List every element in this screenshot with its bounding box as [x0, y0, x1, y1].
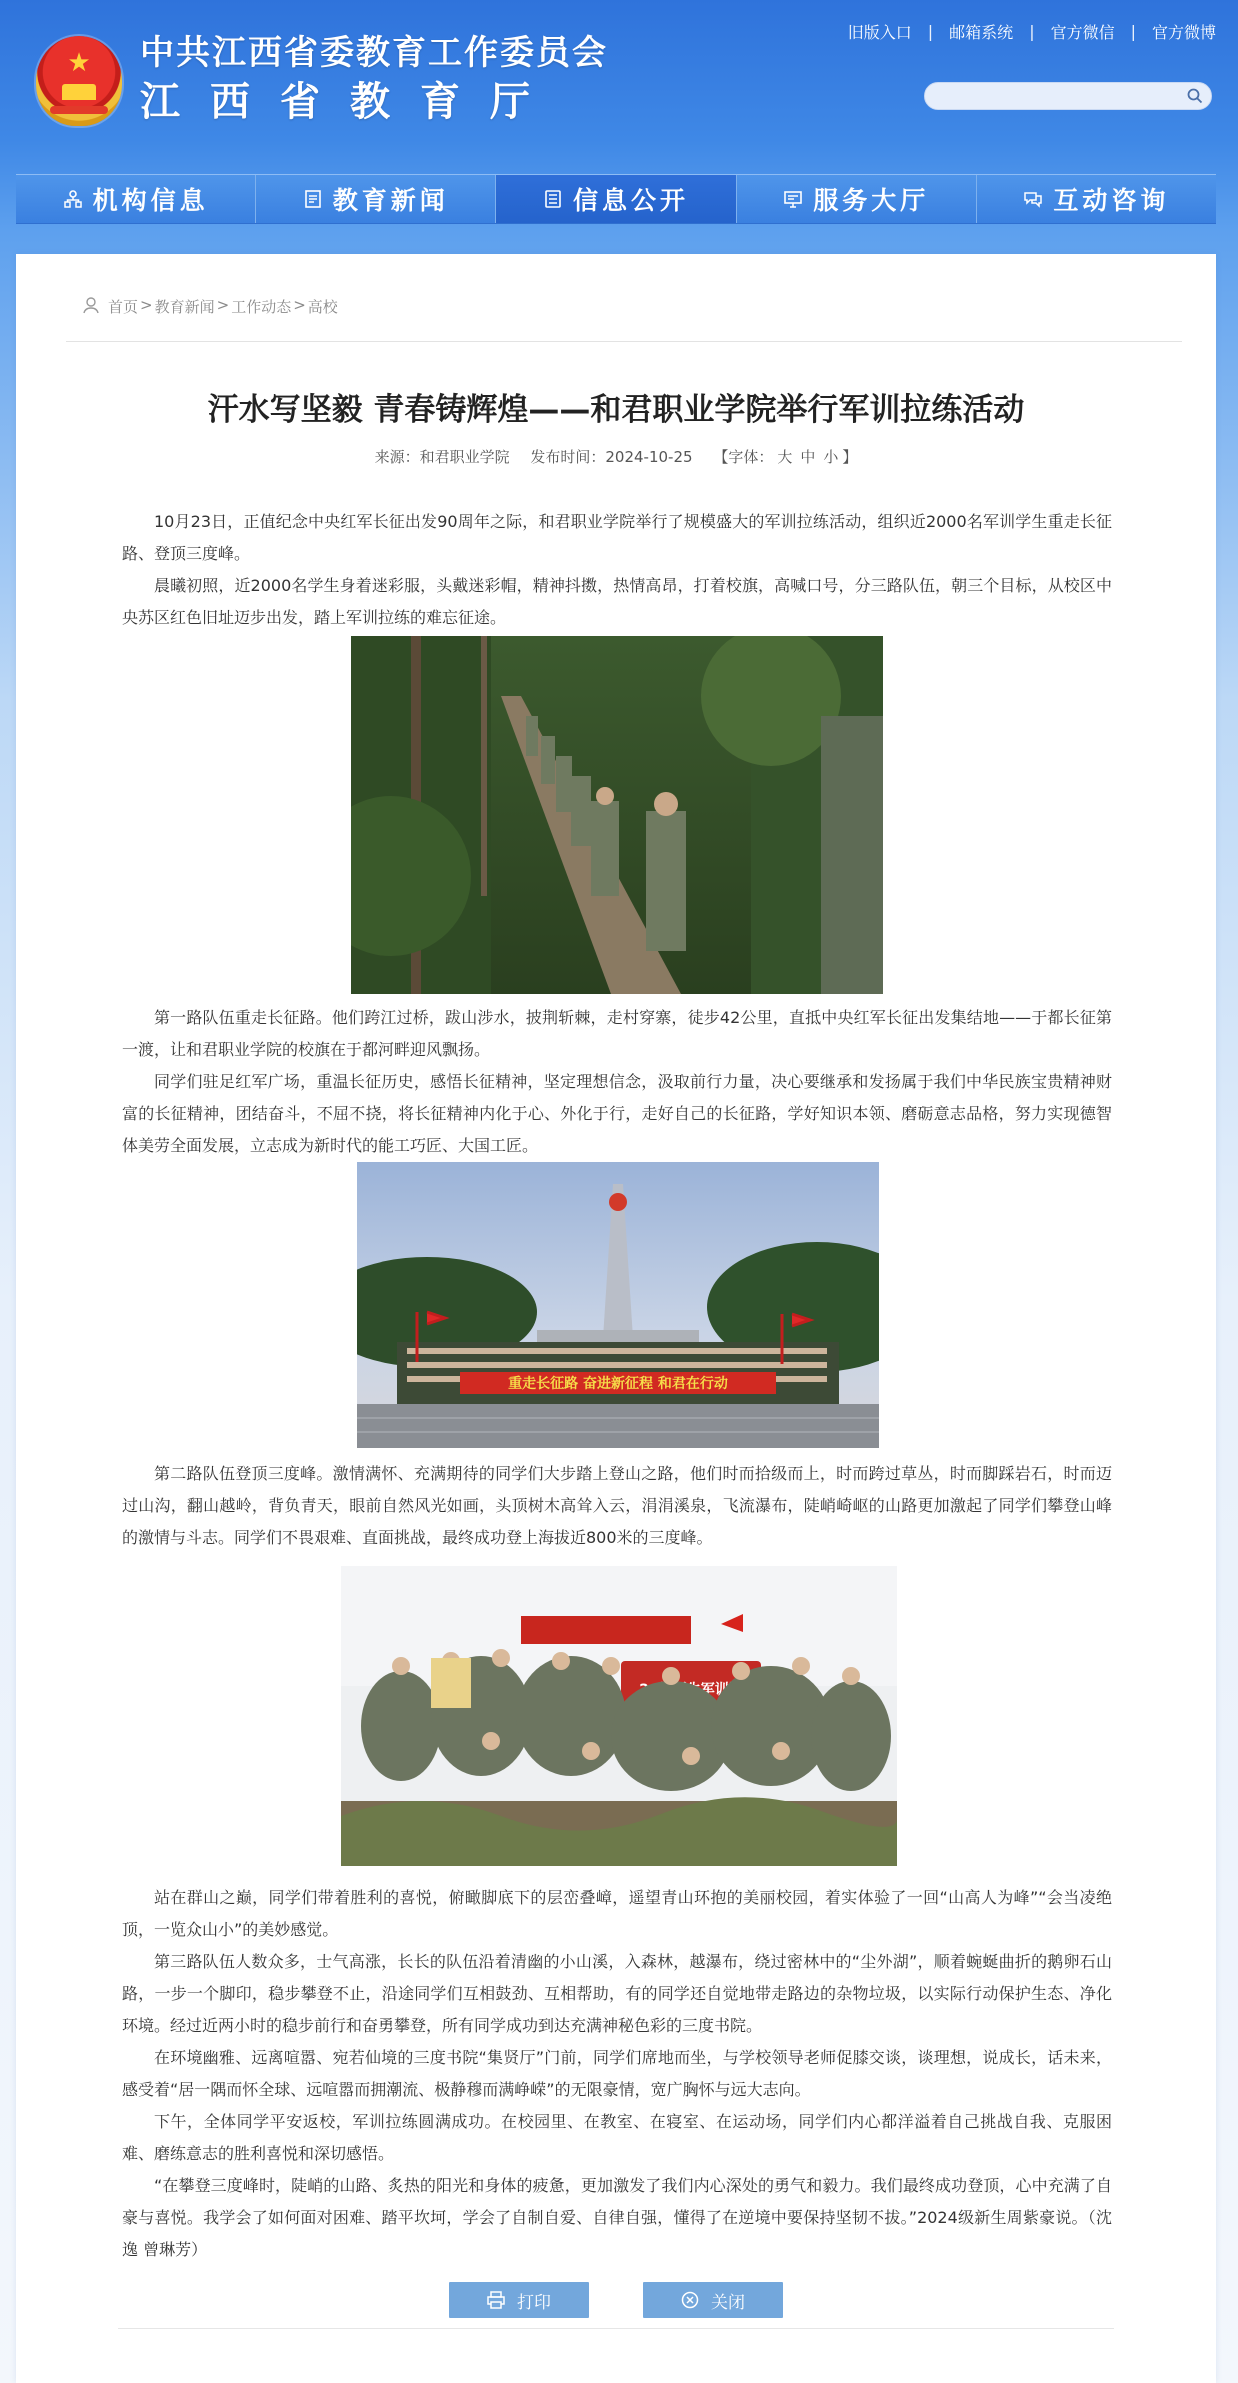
article-body-4: [122, 1882, 1112, 2266]
print-label: 打印: [517, 2292, 551, 2313]
wechat-link[interactable]: 官方微信: [1050, 23, 1115, 42]
close-label: 关闭: [711, 2292, 745, 2313]
paragraph: 第一路队伍重走长征路。他们跨江过桥，跋山涉水，披荆斩棘，走村穿寨，徒步42公里，直抵中央红军长征出发集结地——于都长征第一渡，让和君职业学院的校旗在于都河畔迎风飘扬。: [122, 1008, 1112, 1059]
breadcrumb-home[interactable]: 首页: [108, 298, 139, 316]
paragraph: 晨曦初照，近2000名学生身着迷彩服，头戴迷彩帽，精神抖擞，热情高昂，打着校旗，高喊口号，分三路队伍，朝三个目标，从校区中央苏区红色旧址迈步出发，踏上军训拉练的难忘征途。: [122, 576, 1112, 627]
main-nav: [16, 174, 1216, 224]
paragraph: 第二路队伍登顶三度峰。激情满怀、充满期待的同学们大步踏上登山之路，他们时而拾级而上，时而跨过草丛，时而脚踩岩石，时而迈过山沟，翻山越岭，背负青天，眼前自然风光如画，头顶树木高耸入云，涓涓溪泉，飞流瀑布，陡峭崎岖的山路更加激起了同学们攀登山峰的激情与斗志。同学们不畏艰难、直面挑战，最终成功登上海拔近800米的三度峰。: [122, 1464, 1112, 1547]
org-name: 中共江西省委教育工作委员会: [140, 33, 608, 73]
article-source: 来源：和君职业学院: [374, 448, 510, 466]
nav-interactive-consult[interactable]: [977, 175, 1216, 223]
org-icon: [63, 189, 83, 209]
paragraph: “在攀登三度峰时，陡峭的山路、炙热的阳光和身体的疲惫，更加激发了我们内心深处的勇气和毅力。我们最终成功登顶，心中充满了自豪与喜悦。我学会了如何面对困难、踏平坎坷，学会了自制自爱、自律自强，懂得了在逆境中要保持坚韧不拔。”2024级新生周紫豪说。（沈逸 曾琳芳）: [122, 2176, 1112, 2259]
article-meta: [16, 446, 1216, 467]
article-date: 发布时间：2024-10-25: [530, 448, 693, 466]
article-panel: [16, 254, 1216, 2383]
news-icon: [303, 189, 323, 209]
photo-forest-march: [351, 636, 883, 994]
breadcrumb: 首页 > 教育新闻 > 工作动态 > 高校: [66, 296, 1182, 342]
banner-text: 重走长征路 奋进新征程 和君在行动: [508, 1376, 728, 1392]
photo-summit-group: [341, 1566, 897, 1866]
paragraph: 10月23日，正值纪念中央红军长征出发90周年之际，和君职业学院举行了规模盛大的军训拉练活动，组织近2000名军训学生重走长征路、登顶三度峰。: [122, 512, 1112, 563]
action-buttons: [16, 2282, 1216, 2318]
close-icon: [681, 2291, 699, 2309]
article-body-2: [122, 1002, 1112, 1162]
weibo-link[interactable]: 官方微博: [1151, 23, 1216, 42]
paragraph: 第三路队伍人数众多，士气高涨，长长的队伍沿着清幽的小山溪，入森林，越瀑布，绕过密林中的“尘外湖”，顺着蜿蜒曲折的鹅卵石山路，一步一个脚印，稳步攀登不止，沿途同学们互相鼓劲、互相帮助，有的同学还自觉地带走路边的杂物垃圾，以实际行动保护生态、净化环境。经过近两小时的稳步前行和奋勇攀登，所有同学成功到达充满神秘色彩的三度书院。: [122, 1952, 1112, 2035]
article-body-3: [122, 1458, 1112, 1554]
service-icon: [783, 189, 803, 209]
location-icon: [82, 296, 100, 314]
site-header: [0, 0, 1238, 170]
chat-icon: [1023, 189, 1043, 209]
nav-label: 教育新闻: [332, 186, 449, 215]
font-small-link[interactable]: 小: [823, 448, 839, 466]
photo-monument-group: [357, 1162, 879, 1448]
nav-label: 机构信息: [92, 186, 209, 215]
nav-label: 互动咨询: [1053, 186, 1170, 215]
org-subtitle: 江西省教育厅: [140, 78, 560, 125]
mail-system-link[interactable]: 邮箱系统: [949, 23, 1014, 42]
search-box: [924, 82, 1212, 110]
paragraph: 下午，全体同学平安返校，军训拉练圆满成功。在校园里、在教室、在寝室、在运动场，同学们内心都洋溢着自己挑战自我、克服困难、磨练意志的胜利喜悦和深切感悟。: [122, 2112, 1112, 2163]
search-input[interactable]: [925, 83, 1165, 109]
print-button[interactable]: [449, 2282, 589, 2318]
national-emblem-logo: ★: [36, 36, 122, 126]
font-large-link[interactable]: 大: [777, 448, 793, 466]
nav-service-hall[interactable]: [737, 175, 977, 223]
nav-info-public[interactable]: [496, 175, 736, 223]
paragraph: 站在群山之巅，同学们带着胜利的喜悦，俯瞰脚底下的层峦叠嶂，遥望青山环抱的美丽校园，着实体验了一回“山高人为峰”“会当凌绝顶，一览众山小”的美妙感觉。: [122, 1888, 1112, 1939]
nav-edu-news[interactable]: [256, 175, 496, 223]
article-body-1: [122, 506, 1112, 634]
divider: [118, 2328, 1114, 2329]
breadcrumb-university[interactable]: 高校: [307, 298, 338, 316]
paragraph: 同学们驻足红军广场，重温长征历史，感悟长征精神，坚定理想信念，汲取前行力量，决心要继承和发扬属于我们中华民族宝贵精神财富的长征精神，团结奋斗，不屈不挠，将长征精神内化于心、外化于行，走好自己的长征路，学好知识本领、磨砺意志品格，努力实现德智体美劳全面发展，立志成为新时代的能工巧匠、大国工匠。: [122, 1072, 1112, 1155]
info-icon: [543, 189, 563, 209]
font-medium-link[interactable]: 中: [800, 448, 816, 466]
search-icon[interactable]: [1187, 88, 1203, 104]
old-version-link[interactable]: 旧版入口: [847, 23, 912, 42]
nav-org-info[interactable]: [16, 175, 256, 223]
breadcrumb-edu-news[interactable]: 教育新闻: [154, 298, 215, 316]
nav-label: 服务大厅: [813, 186, 930, 215]
top-links: 旧版入口 | 邮箱系统 | 官方微信 | 官方微博: [832, 20, 1216, 43]
printer-icon: [487, 2291, 505, 2309]
paragraph: 在环境幽雅、远离喧嚣、宛若仙境的三度书院“集贤厅”门前，同学们席地而坐，与学校领导老师促膝交谈，谈理想，说成长，话未来，感受着“居一隅而怀全球、远喧嚣而拥潮流、极静穆而满峥嵘”的无限豪情，宽广胸怀与远大志向。: [122, 2048, 1112, 2099]
nav-label: 信息公开: [573, 186, 690, 215]
close-button[interactable]: [643, 2282, 783, 2318]
font-size-switcher: 【字体： 大 中 小 】: [713, 448, 858, 466]
breadcrumb-work-news[interactable]: 工作动态: [231, 298, 292, 316]
article-title: 汗水写坚毅 青春铸辉煌——和君职业学院举行军训拉练活动: [207, 392, 1025, 428]
